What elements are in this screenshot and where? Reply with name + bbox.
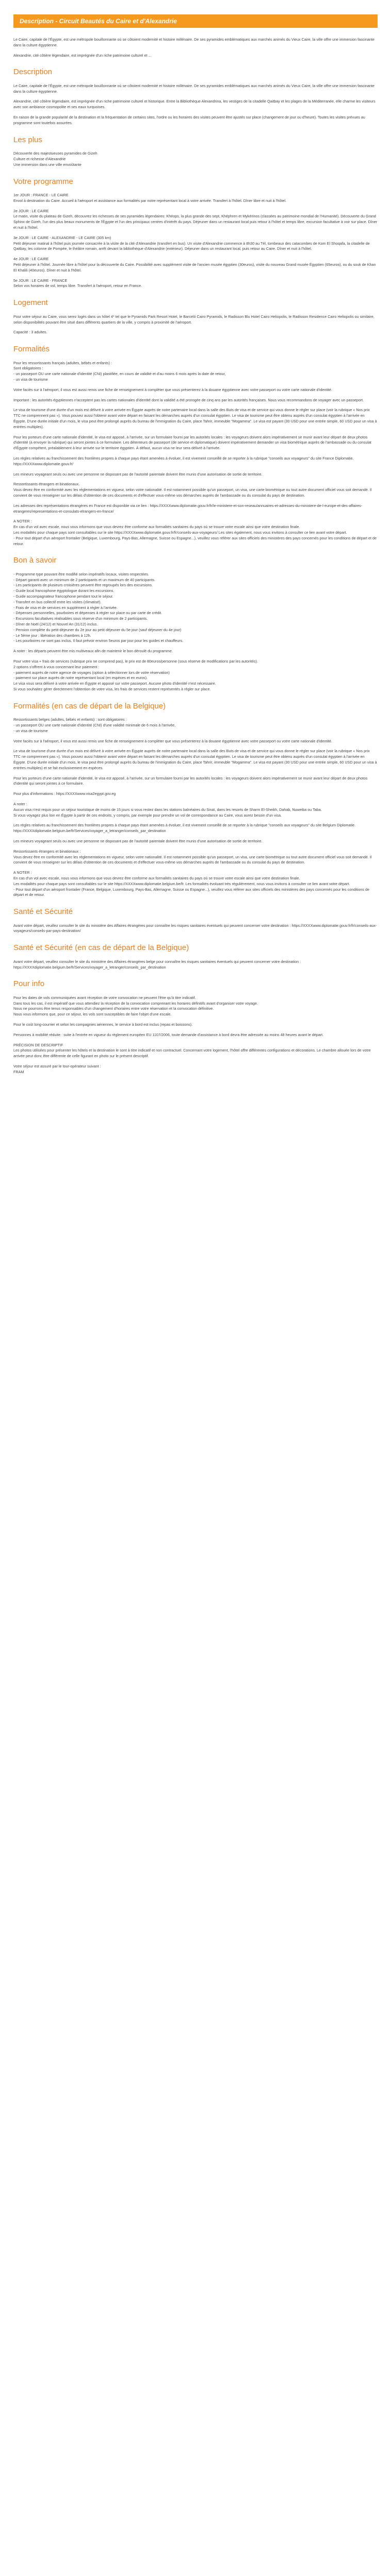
programme-day — [13, 278, 378, 290]
day-title: 1er JOUR : FRANCE - LE CAIRE — [13, 193, 69, 198]
paragraph: A noter : les départs peuvent être mis multiveaux afin de maintenir le bon déroulé du programme. — [13, 649, 173, 654]
page-title: Description - Circuit Beautés du Caire et d'Alexandrie — [13, 14, 378, 28]
paragraph: Votre faciès sur à l'aéroport, il vous est aussi remis une fiche de renseignement à compléter que vous présenterez à la douane égyptienne avec votre passeport ou votre carte nationale d'identité. — [13, 738, 333, 743]
day-text: Petit déjeuner matinal à l'hôtel puis journée consacrée à la visite de la cité d'Alexandrie (transfert en bus). Un visite d'Alexandrie commence à 8h30 au Tél, tombeaux des catacombes de Kom El Shoqafa, la citadelle de Qaitbay, les colonne de Pompée, le théâtre romain, arrêt devant la bibliothèque d'Alexandrie (extérieur). Déjeuner dans un restaurant local, puis retour au Caire. Dîner et nuit à l'hôtel. — [13, 241, 370, 251]
paragraph: Pour les porteurs d'une carte nationale d'identité, le visa est apposé, à l'arrivée, sur un formulaire fourni par les autorités locales : les voyageurs doivent alors impérativement se munir avant leur départ de deux photos d'identité (à envoyer la rubrique) qui seront jointes à ce formulaire. Les détenteurs de passeport (de service et diplomatique) doivent impérativement demander un visa biométrique auprès de l'ambassade ou du consulat d'Égypte compétent, préalablement à leur arrivée sur le territoire égyptien. À défaut, aucun visa ne leur sera délivré à l'arrivée. — [13, 434, 371, 451]
programme-section — [13, 176, 378, 290]
paragraph: Les adresses des représentations étrangères en France est disponible via ce lien : https://XXXXwww.diplomatie.gouv.fr/fr/le-ministere-et-son-reseau/annuaires-et-adresses-du-ministere-de-l-europe-et-des-affaires-etrangeres/representations-et-consulats-etrangers-en-france/ — [13, 503, 363, 514]
paragraph: Pour votre séjour au Caire, vous serez logés dans un hôtel 4* tel que le Pyramids Park Resort Hotel, le Barceló Cairo Pyramids, le Radisson Blu Hotel Cairo Heliopolis, le Radisson Residence Cairo Heliopolis ou similaire, selon disponibilités pouvant être situé dans différents quartiers de la ville, y compris à proximité de l'aéroport. — [13, 314, 374, 325]
paragraph: Pour plus d'informations : https://XXXXwww.visa2egypt.gov.eg — [13, 791, 116, 796]
paragraph: Les règles relatives au franchissement des frontières propres à chaque pays étant amenées à évoluer, il est vivement conseillé de se reporter à la rubrique "conseils aux voyageurs" du site France Diplomatie. https://XXXXwww.diplomatie.gouv.fr/ — [13, 455, 354, 466]
good-to-know-section — [13, 555, 378, 692]
paragraph: Pour les dates de vols communiquées avant réception de votre convocation ne peuvent l'être qu'à titre indicatif. Dans tous les cas, il est impératif que vous attendiez la réception de la convocation comprenant les horaires définitifs avant d'organiser votre voyage. Nous ne pourrons être tenus responsables d'un changement d'horaires entre votre réservation et la convocation définitive. Nous vous informons que, pour ce séjour, les vols sont susceptibles de faire l'objet d'une escale. — [13, 995, 258, 1017]
section-heading: Pour info — [13, 979, 45, 989]
section-heading: Votre programme — [13, 177, 73, 186]
programme-day — [13, 209, 378, 231]
paragraph: Pour votre visa + frais de services (rubrique prix ne comprend pas), le prix est de 80euros/personne (sous réserve de modifications par les autorités). 2 options s'offrent à vous concernant leur paiement : - paiement auprès de notre agence de voyages (option à sélectionner lors de votre réservation) - paiement sur place auprès de notre représentant local (en espèces et en euros). Le visa vous sera délivré à votre arrivée en Égypte et apposé sur votre passeport. Aucune photo d'identité n'est nécessaire. Si vous souhaitez gérer directement l'obtention de votre visa, les frais de services restent représentés à régler sur place. — [13, 658, 258, 691]
health-section — [13, 906, 378, 934]
health-belgium-body — [13, 959, 378, 971]
paragraph: Ressortissants belges (adultes, bébés et enfants) : sont obligatoires : - un passeport OU une carte nationale d'identité (CNI) d'une validité minimale de 6 mois à l'arrivée, - un visa de tourisme — [13, 717, 176, 733]
paragraph: Ressortissants étrangers et binationaux. Vous devez être en conformité avec les réglementations en vigueur, selon votre nationalité. Il est notamment possible qu'un passeport, un visa, une carte biométrique ou tout autre document officiel vous soit demandé. Il convient de vous renseigner sur les délais d'obtention de ces documents et d'effectuer vous-même vos démarches auprès de l'ambassade ou du consulat du pays de destination. — [13, 482, 372, 498]
formalities-belgium-body — [13, 717, 378, 898]
formalities-belgium-section — [13, 701, 378, 898]
day-title: 2e JOUR : LE CAIRE — [13, 208, 49, 213]
section-heading: Les plus — [13, 135, 42, 144]
paragraph: A noter : Aucun visa n'est requis pour un séjour touristique de moins de 15 jours si vous restez dans les stations balnéaires du Sinaï, dans les resorts de Sharm El-Sheikh, Dahab, Nuweiba ou Taba. Si vous voyagez plus loin en Égypte à partir de ces endroits, y compris, par exemple pour prendre un vol de correspondance au Caire, vous aurez besoin d'un visa. — [13, 802, 322, 818]
programme-day — [13, 235, 378, 252]
section-heading: Description — [13, 67, 53, 77]
section-heading: Formalités (en cas de départ de la Belgique) — [13, 701, 166, 710]
highlight-item: Culture et richesse d'Alexandrie — [13, 156, 66, 161]
paragraph: En raison de la grande popularité de la destination et la fréquentation de certains sites, l'ordre ou les horaires des visites peuvent être ajustés sur place (changement de jour ou d'heure). Toutes les visites prévues au programme sont toutefois assurées. — [13, 115, 365, 125]
paragraph: Ressortissants étrangers et binationaux : Vous devez être en conformité avec les réglementations en vigueur, selon votre nationalité. Il est notamment possible qu'un passeport, un visa, une carte biométrique ou tout autre document officiel vous soit demandé. Il convient de vous renseigner sur les délais d'obtention de ces documents et d'effectuer vous-même vos démarches auprès de l'ambassade ou du consulat du pays de destination. — [13, 849, 372, 865]
paragraph: Alexandrie, cité côtière légendaire, est imprégnée d'un riche patrimoine culturel et historique. Entre la Bibliothèque Alexandrina, les vestiges de la citadelle Qaitbay et les plages de la Méditerranée, elle charme les visiteurs avec son ambiance cosmopolite et ses eaux turquoises. — [13, 99, 376, 110]
paragraph: Important : les autorités égyptiennes n'acceptent pas les cartes nationales d'identité dont la validité a été prorogée de cinq ans par les autorités françaises. Nous vous recommandons de voyager avec un passeport. — [13, 397, 364, 402]
section-heading: Bon à savoir — [13, 556, 57, 565]
good-to-know-body — [13, 572, 378, 692]
section-heading: Formalités — [13, 345, 50, 354]
paragraph: Les mineurs voyageant seuls ou avec une personne ne disposant pas de l'autorité parentale doivent être munis d'une autorisation de sortie de territoire. — [13, 471, 263, 477]
info-section — [13, 978, 378, 1075]
highlight-item: Découverte des majestueuses pyramides de Gizeh — [13, 151, 97, 156]
health-body — [13, 923, 378, 935]
paragraph: A NOTER : En cas d'un vol avec escale, nous vous informons que vous devrez être conforme aux formalités sanitaires du pays où se trouve votre escale ainsi que votre destination finale. Les modalités pour chaque pays sont consultables sur le site https://XXXXwww.diplomatie.gouv.fr/fr/conseils-aux-voyageurs/ Les sites également, nous vous invitons à consulter ce lien avant votre départ. - Pour tout départ d'un aéroport frontalier (Belgique, Luxembourg, Pays-Bas, Allemagne, Suisse ou Espagne...), veuillez vous référer aux sites officiels des ministères des pays concernés pour les conditions de départ et de retour. — [13, 519, 377, 546]
page — [0, 0, 391, 1094]
intro-paragraph: Alexandrie, cité côtière légendaire, est imprégnée d'un riche patrimoine culturel et ... — [13, 53, 152, 58]
paragraph: Personnes à mobilité réduite : suite à l'entrée en vigueur du règlement européen EU 1107/2006, toute demande d'assistance à bord devra être adressée au moins 48 heures avant le départ. — [13, 1032, 324, 1037]
paragraph: - Programme type pouvant être modifié selon impératifs locaux, visites respectées. - Départ garanti avec un minimum de 2 participants et un maximum de 40 participants. - Les participants de plusieurs croisières peuvent être regroupés lors des excursions. - Guide local francophone égyptologue durant les excursions. - Guide accompagnateur francophone pendant tout le séjour. - Transfert en bus collectif entre les visites (climatisé). - Frais de visa et de services en supplément à régler à l'arrivée. - Dépenses personnelles, pourboires et dépenses à régler sur place ou par carte de crédit. - Excursions facultatives réalisables sous réserve d'un minimum de 2 participants. - Dîner de Noël (24/12) et Nouvel An (31/12) inclus. - Pension complète du petit-déjeuner du 2e jour au petit déjeuner du 5e jour (sauf déjeuner du 4e jour) - Le 5ème jour : libération des chambres à 12h. - Les pourboires ne sont pas inclus. Il faut prévoir environ 5euros par jour pour les guides et chauffeurs. — [13, 571, 184, 643]
programme-day — [13, 257, 378, 273]
paragraph: Le visa de tourisme d'une durée d'un mois est délivré à votre arrivée en Égypte auprès de notre partenaire local dans la salle des Buts de visa et de service qui vous donne le régler sur place (voir la rubrique « Nos prix TTC ne comprennent pas »). Vous pouvez aussi l'obtenir avant votre départ en faisant les démarches auprès d'un consulat égyptien. Le visa de tourisme peut être obtenu auprès d'un consulat égyptien à l'arrivée en Égypte. D'une durée initiale d'un mois, le visa peut être prolongé auprès du bureau de l'immigration du Caire, place Tahrir, immeuble "Mogamma". Le visa est payant (30 USD pour une entrée simple, 60 USD pour un visa à entrées multiples) et se fait exclusivement en espèces. — [13, 749, 377, 770]
paragraph: Capacité : 3 adultes. — [13, 330, 47, 335]
section-heading: Santé et Sécurité — [13, 907, 73, 917]
paragraph: Pour le coût long-courrier et selon les compagnies aériennes, le service à bord est inclus (repas et boissons). — [13, 1022, 193, 1027]
day-text: Envol à destination du Caire. Accueil à l'aéroport et assistance aux formalités par notre représentant local à votre arrivée. Transfert à l'hôtel. Dîner libre et nuit à l'hôtel. — [13, 198, 287, 203]
programme-day — [13, 193, 378, 204]
paragraph: Les règles relatives au franchissement des frontières propres à chaque pays étant amenées à évoluer, il est vivement conseillé de se reporter à la rubrique "conseils aux voyageurs" du site Belgium Diplomatie. https://XXXXdiplomatie.belgium.be/fr/Services/voyager_a_letranger/conseils_par_destination — [13, 823, 356, 834]
day-title: 5e JOUR : LE CAIRE - FRANCE — [13, 278, 68, 283]
paragraph: Votre faciès sur à l'aéroport, il vous est aussi remis une fiche de renseignement à compléter que vous présenterez à la douane égyptienne avec votre passeport ou votre carte nationale d'identité. — [13, 387, 333, 392]
section-heading: Santé et Sécurité (en cas de départ de la Belgique) — [13, 943, 189, 953]
highlight-item: Une immersion dans une ville envoûtante — [13, 162, 82, 167]
paragraph: Avant votre départ, veuillez consulter le site du ministère des Affaires étrangères belge pour connaître les risques sanitaires éventuels qui peuvent concerner votre destination : https://XXXXdiplomatie.belgium.be/fr/Services/voyager_a_letranger/conseils_par_destination — [13, 959, 301, 970]
intro-paragraph: Le Caire, capitale de l'Égypte, est une métropole bouillonnante où se côtoient modernité et histoire millénaire. De ses pyramides emblématiques aux marchés animés du Vieux Caire, la ville offre une immersion fascinante dans la culture égyptienne. — [13, 37, 374, 47]
formalities-section — [13, 344, 378, 547]
section-heading: Logement — [13, 298, 48, 308]
day-text: Petit déjeuner à l'hôtel. Journée libre à l'hôtel pour la découverte du Caire. Possibilité avec supplément visite de l'ancien musée égyptien (30euros), visite du nouveau Grand musée Égyptien (65euros), ou du souk de Khan El Khalili (40euros). Dîner et nuit à l'hôtel. — [13, 262, 376, 273]
day-title: 3e JOUR : LE CAIRE - ALEXANDRIE - LE CAIRE (305 km) — [13, 235, 111, 240]
paragraph: Pour les ressortissants français (adultes, bébés et enfants) : Sont obligatoires : - un passeport OU une carte nationale d'identité (CNI) plastifiée, en cours de validité et d'au moins 6 mois après la date de retour, - un visa de tourisme — [13, 360, 226, 382]
health-belgium-section — [13, 942, 378, 970]
intro — [13, 37, 378, 58]
formalities-body — [13, 361, 378, 547]
paragraph: Le visa de tourisme d'une durée d'un mois est délivré à votre arrivée en Égypte auprès de notre partenaire local dans la salle des Buts de visa et de service qui vous donne le régler sur place (voir la rubrique « Nos prix TTC ne comprennent pas »). Vous pouvez aussi l'obtenir avant votre départ en faisant les démarches auprès d'un consulat égyptien. Le visa de tourisme peut être obtenu auprès d'un consulat égyptien à l'arrivée en Égypte. D'une durée initiale d'un mois, le visa peut être prolongé auprès du bureau de l'immigration du Caire, place Tahrir, immeuble "Mogamma". Le visa est payant (30 USD pour une entrée simple, 60 USD pour un visa à entrées multiples). — [13, 408, 377, 429]
paragraph: Votre séjour est assuré par le tour-opérateur suivant : FRAM — [13, 1064, 101, 1074]
paragraph: Pour les porteurs d'une carte nationale d'identité, le visa est apposé, à l'arrivée, sur un formulaire fourni par les autorités locales : les voyageurs doivent alors impérativement se munir avant leur départ de deux photos d'identité qui seront jointes à ce formulaire. — [13, 775, 368, 786]
paragraph: A NOTER : En cas d'un vol avec escale, nous vous informons que vous devrez être conforme aux formalités sanitaires du pays où se trouve votre escale ainsi que votre destination finale. Les modalités pour chaque pays sont consultables sur le site https://XXXXwww.diplomatie.belgium.be/fr. Les formalités évoluant très régulièrement, nous vous invitons à consulter ce lien avant votre départ. - Pour tout départ d'un aéroport frontalier (France, Belgique, Luxembourg, Pays-Bas, Allemagne, Suisse ou Espagne...), veuillez vous référer aux sites officiels des ministères des pays concernés pour les conditions de départ et de retour. — [13, 870, 370, 897]
info-body — [13, 995, 378, 1075]
day-text: Le matin, visite du plateau de Gizeh, découvrez les richesses de ses pyramides légendaires: Khéops, la plus grande des sept, Khéphren et Mykérinos (classées au patrimoine mondial de l'Humanité). Découverte du Grand Sphinx de Gizeh, l'un des plus beaux monuments de l'Égypte et l'un des principaux centres d'intérêt du pays. Déjeuner dans un restaurant local puis retour à l'hôtel et temps libre, excursion facultative à voir sur place. Dîner et nuit à l'hôtel. — [13, 214, 378, 230]
description-section — [13, 66, 378, 126]
day-title: 4e JOUR : LE CAIRE — [13, 257, 49, 262]
lodging-section — [13, 297, 378, 335]
day-text: Selon vos horaires de vol, temps libre. Transfert à l'aéroport, retour en France. — [13, 283, 142, 289]
highlights-section — [13, 134, 378, 168]
paragraph: PRÉCISION DE DESCRIPTIF Les photos utilisées pour présenter les hôtels et la destination le sont à titre indicatif et non contractuel. Concernant votre logement, l'hôtel offre différentes configurations et décorations. Le chambre allouée lors de votre arrivée peut donc être différente de celle figurant en photo sur le présent descriptif. — [13, 1042, 371, 1059]
paragraph: Le Caire, capitale de l'Égypte, est une métropole bouillonnante où se côtoient modernité et histoire millénaire. De ses pyramides emblématiques aux marchés animés du Vieux Caire, la ville offre une immersion fascinante dans la culture égyptienne. — [13, 83, 374, 94]
paragraph: Avant votre départ, veuillez consulter le site du ministère des Affaires étrangères pour connaître les risques sanitaires éventuels qui peuvent concerner votre destination : https://XXXXwww.diplomatie.gouv.fr/fr/conseils-aux-voyageurs/conseils-par-pays-destination/ — [13, 923, 377, 934]
paragraph: Les mineurs voyageant seuls ou avec une personne ne disposant pas de l'autorité parentale doivent être munis d'une autorisation de sortie de territoire. — [13, 839, 263, 844]
